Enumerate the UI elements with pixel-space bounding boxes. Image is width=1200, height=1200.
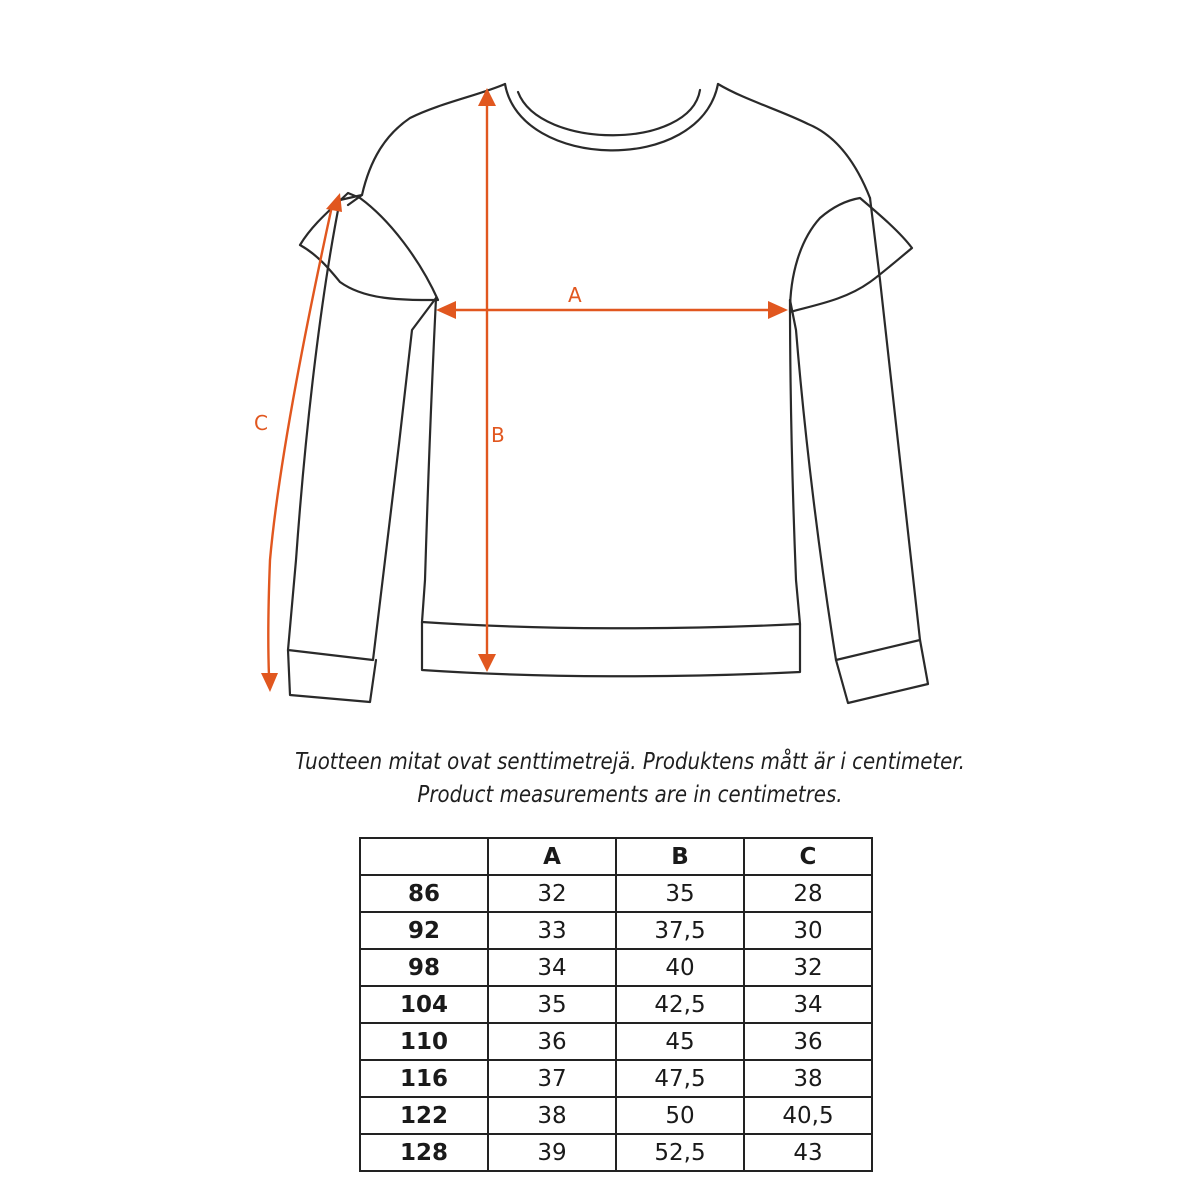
header-b: B (616, 838, 744, 875)
b-cell: 52,5 (616, 1134, 744, 1171)
arrow-down-icon (261, 673, 278, 692)
measurement-b-label: B (491, 423, 505, 447)
size-cell: 98 (360, 949, 488, 986)
arrow-up-icon (478, 88, 496, 106)
left-sleeve (288, 195, 436, 660)
a-cell: 39 (488, 1134, 616, 1171)
size-cell: 92 (360, 912, 488, 949)
left-ruffle (300, 193, 438, 300)
a-cell: 36 (488, 1023, 616, 1060)
size-cell: 104 (360, 986, 488, 1023)
c-cell: 32 (744, 949, 872, 986)
right-sleeve (790, 198, 920, 660)
b-cell: 37,5 (616, 912, 744, 949)
table-row (360, 1134, 872, 1171)
header-a: A (488, 838, 616, 875)
c-cell: 38 (744, 1060, 872, 1097)
a-cell: 32 (488, 875, 616, 912)
measurement-a-label: A (568, 283, 582, 307)
table-header-row (360, 838, 872, 875)
b-cell: 35 (616, 875, 744, 912)
sweatshirt-body (348, 84, 870, 628)
b-cell: 50 (616, 1097, 744, 1134)
b-cell: 40 (616, 949, 744, 986)
size-table (359, 837, 873, 1172)
c-cell: 36 (744, 1023, 872, 1060)
arrow-down-icon (478, 654, 496, 672)
header-size (360, 838, 488, 875)
a-cell: 37 (488, 1060, 616, 1097)
a-cell: 35 (488, 986, 616, 1023)
caption-line-1: Tuotteen mitat ovat senttimetrejä. Produktens mått är i centimeter. (295, 749, 965, 775)
size-cell: 86 (360, 875, 488, 912)
c-cell: 34 (744, 986, 872, 1023)
b-cell: 47,5 (616, 1060, 744, 1097)
a-cell: 38 (488, 1097, 616, 1134)
c-cell: 28 (744, 875, 872, 912)
a-cell: 34 (488, 949, 616, 986)
right-ruffle (790, 198, 912, 312)
c-cell: 30 (744, 912, 872, 949)
header-c: C (744, 838, 872, 875)
arrow-left-icon (436, 301, 456, 319)
c-cell: 43 (744, 1134, 872, 1171)
b-cell: 45 (616, 1023, 744, 1060)
size-cell: 128 (360, 1134, 488, 1171)
measurement-b (478, 88, 505, 672)
caption-line-2: Product measurements are in centimetres. (417, 782, 843, 808)
sweatshirt-outline (288, 84, 928, 703)
table-row (360, 1060, 872, 1097)
b-cell: 42,5 (616, 986, 744, 1023)
table-row (360, 949, 872, 986)
hem-cuff (422, 622, 800, 676)
table-row (360, 1023, 872, 1060)
table-row (360, 986, 872, 1023)
table-row (360, 875, 872, 912)
table-row (360, 912, 872, 949)
measurement-a (436, 283, 788, 319)
table-row (360, 1097, 872, 1134)
neckline-inner (518, 90, 700, 135)
arrow-up-icon (326, 193, 342, 212)
caption (88, 746, 1172, 812)
neckline-outer (505, 84, 718, 150)
size-cell: 122 (360, 1097, 488, 1134)
measurement-c-label: C (254, 411, 268, 435)
size-cell: 110 (360, 1023, 488, 1060)
a-cell: 33 (488, 912, 616, 949)
arrow-right-icon (768, 301, 788, 319)
c-cell: 40,5 (744, 1097, 872, 1134)
size-cell: 116 (360, 1060, 488, 1097)
